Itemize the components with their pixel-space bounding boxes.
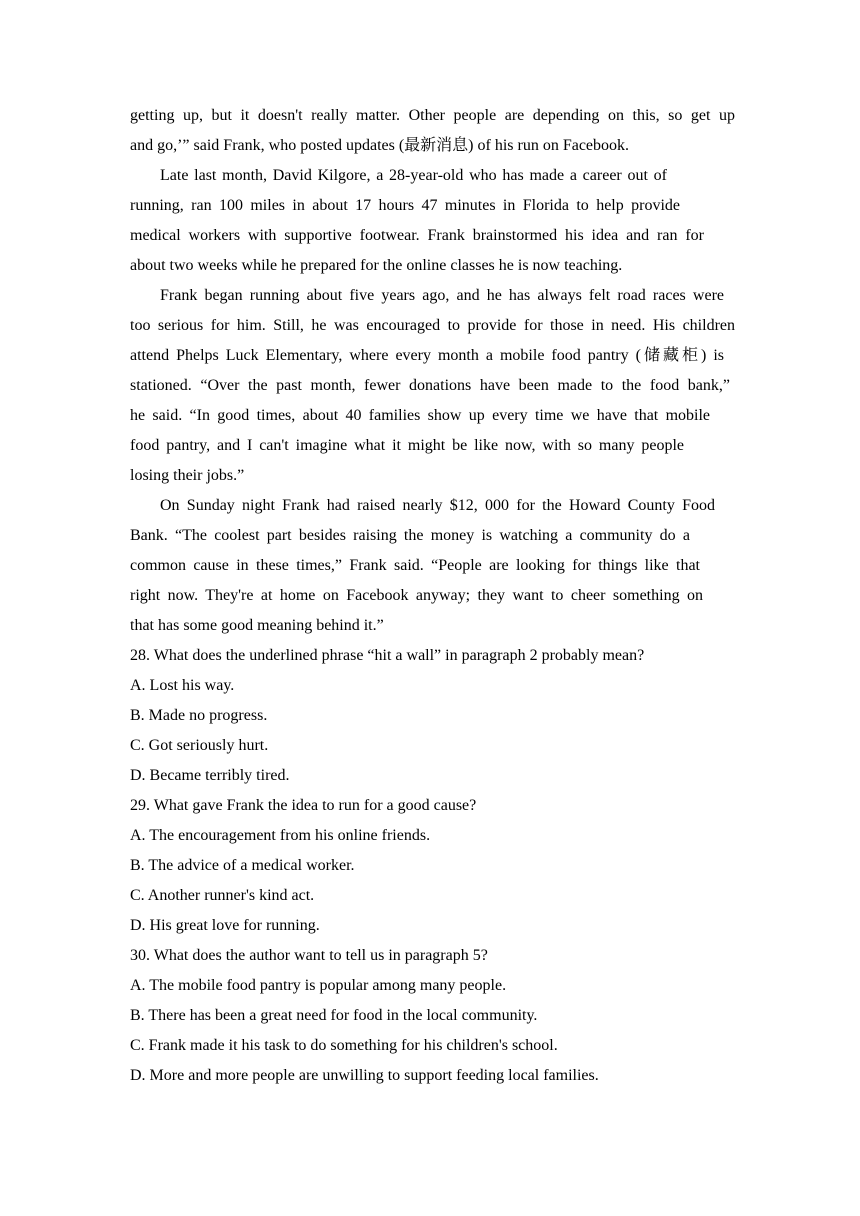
- paragraph-line: about two weeks while he prepared for the online classes he is now teaching.: [130, 257, 623, 274]
- answer-option: A. Lost his way.: [130, 677, 235, 694]
- paragraph-2: [130, 161, 735, 281]
- paragraph-line: losing their jobs.”: [130, 467, 245, 484]
- answer-option: A. The encouragement from his online friends.: [130, 827, 431, 844]
- answer-option: D. More and more people are unwilling to support feeding local families.: [130, 1067, 599, 1084]
- answer-option: D. Became terribly tired.: [130, 767, 290, 784]
- answer-option: C. Got seriously hurt.: [130, 737, 269, 754]
- paragraph-line: common cause in these times,” Frank said. “People are looking for things like that: [130, 557, 700, 574]
- answer-option: B. Made no progress.: [130, 707, 268, 724]
- answer-option: B. The advice of a medical worker.: [130, 857, 355, 874]
- paragraph-line: attend Phelps Luck Elementary, where every month a mobile food pantry (储藏柜) is: [130, 347, 724, 364]
- answer-option: D. His great love for running.: [130, 917, 320, 934]
- answer-option: C. Another runner's kind act.: [130, 887, 315, 904]
- paragraph-line: On Sunday night Frank had raised nearly $12, 000 for the Howard County Food: [160, 497, 715, 514]
- question-stem: 28. What does the underlined phrase “hit a wall” in paragraph 2 probably mean?: [130, 647, 645, 664]
- document-page: [130, 101, 735, 1091]
- paragraph-line: he said. “In good times, about 40 families show up every time we have that mobile: [130, 407, 710, 424]
- paragraph-line: right now. They're at home on Facebook anyway; they want to cheer something on: [130, 587, 703, 604]
- paragraph-line: Late last month, David Kilgore, a 28-year-old who has made a career out of: [160, 167, 667, 184]
- paragraph-line: that has some good meaning behind it.”: [130, 617, 384, 634]
- paragraph-4: [130, 491, 735, 641]
- paragraph-3: [130, 281, 735, 491]
- question-29: [130, 791, 735, 941]
- paragraph-line: running, ran 100 miles in about 17 hours 47 minutes in Florida to help provide: [130, 197, 680, 214]
- question-28: [130, 641, 735, 791]
- paragraph-1: [130, 101, 735, 161]
- paragraph-line: getting up, but it doesn't really matter. Other people are depending on this, so get up: [130, 107, 735, 124]
- paragraph-line: stationed. “Over the past month, fewer donations have been made to the food bank,”: [130, 377, 730, 394]
- paragraph-line: and go,’” said Frank, who posted updates (最新消息) of his run on Facebook.: [130, 137, 630, 154]
- answer-option: A. The mobile food pantry is popular among many people.: [130, 977, 507, 994]
- paragraph-line: Frank began running about five years ago, and he has always felt road races were: [160, 287, 724, 304]
- paragraph-line: medical workers with supportive footwear. Frank brainstormed his idea and ran for: [130, 227, 704, 244]
- question-30: [130, 941, 735, 1091]
- answer-option: B. There has been a great need for food in the local community.: [130, 1007, 538, 1024]
- question-stem: 30. What does the author want to tell us in paragraph 5?: [130, 947, 488, 964]
- paragraph-line: Bank. “The coolest part besides raising the money is watching a community do a: [130, 527, 690, 544]
- paragraph-line: too serious for him. Still, he was encouraged to provide for those in need. His children: [130, 317, 735, 334]
- question-stem: 29. What gave Frank the idea to run for a good cause?: [130, 797, 477, 814]
- paragraph-line: food pantry, and I can't imagine what it might be like now, with so many people: [130, 437, 684, 454]
- answer-option: C. Frank made it his task to do something for his children's school.: [130, 1037, 558, 1054]
